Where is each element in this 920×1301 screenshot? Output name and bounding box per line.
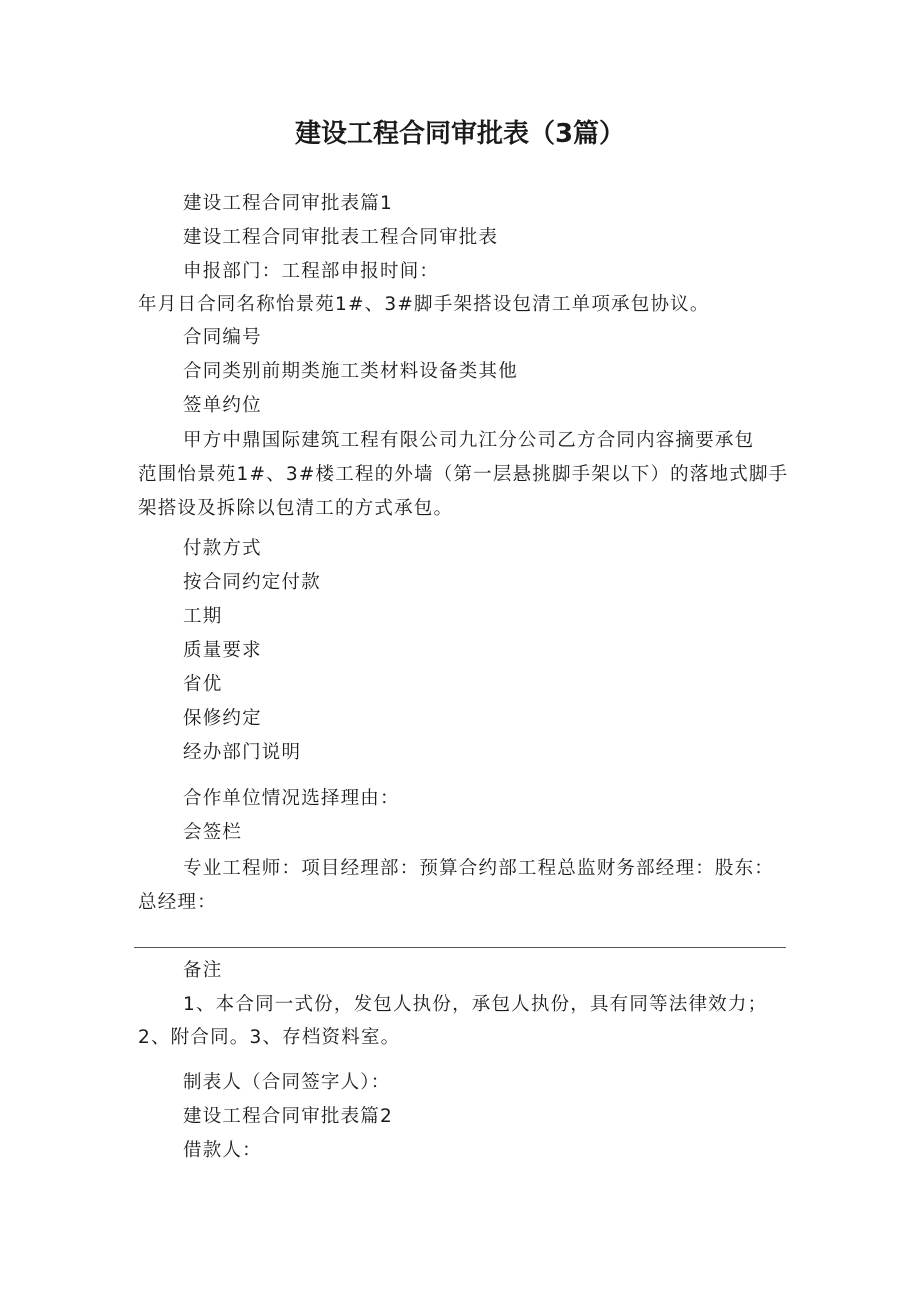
remarks-label: 备注 — [183, 960, 223, 981]
contract-category-line: 合同类别前期类施工类材料设备类其他 — [183, 361, 518, 382]
remarks-line-1: 1、本合同一式份，发包人执份，承包人执份，具有同等法律效力； — [183, 994, 768, 1015]
signatories-line: 专业工程师：项目经理部：预算合约部工程总监财务部经理：股东： — [183, 858, 775, 879]
preparer-line: 制表人（合同签字人）： — [183, 1072, 391, 1093]
divider-line — [134, 947, 786, 948]
warranty-label: 保修约定 — [183, 708, 262, 729]
contract-name-line: 年月日合同名称怡景苑1#、3#脚手架搭设包清工单项承包协议。 — [138, 294, 710, 315]
remarks-line-2: 2、附合同。3、存档资料室。 — [138, 1027, 401, 1048]
signing-unit-label: 签单约位 — [183, 395, 262, 416]
general-manager-line: 总经理： — [138, 892, 217, 913]
handling-dept-label: 经办部门说明 — [183, 742, 302, 763]
borrower-line: 借款人： — [183, 1140, 262, 1161]
document-title: 建设工程合同审批表（3篇） — [294, 119, 626, 149]
contract-number-label: 合同编号 — [183, 327, 262, 348]
party-summary-line-3: 架搭设及拆除以包清工的方式承包。 — [138, 498, 454, 519]
duration-label: 工期 — [183, 606, 223, 627]
countersign-label: 会签栏 — [183, 822, 243, 843]
section-heading-2: 建设工程合同审批表篇2 — [183, 1106, 393, 1127]
report-department-line: 申报部门：工程部申报时间： — [183, 261, 440, 282]
party-summary-line-1: 甲方中鼎国际建筑工程有限公司九江分公司乙方合同内容摘要承包 — [183, 430, 755, 451]
quality-label: 质量要求 — [183, 640, 262, 661]
party-summary-line-2: 范围怡景苑1#、3#楼工程的外墙（第一层悬挑脚手架以下）的落地式脚手 — [138, 464, 789, 485]
quality-value: 省优 — [183, 674, 223, 695]
payment-method-value: 按合同约定付款 — [183, 572, 321, 593]
partner-reason-label: 合作单位情况选择理由： — [183, 788, 400, 809]
payment-method-label: 付款方式 — [183, 538, 262, 559]
section-heading-1: 建设工程合同审批表篇1 — [183, 193, 393, 214]
form-title: 建设工程合同审批表工程合同审批表 — [183, 227, 499, 248]
